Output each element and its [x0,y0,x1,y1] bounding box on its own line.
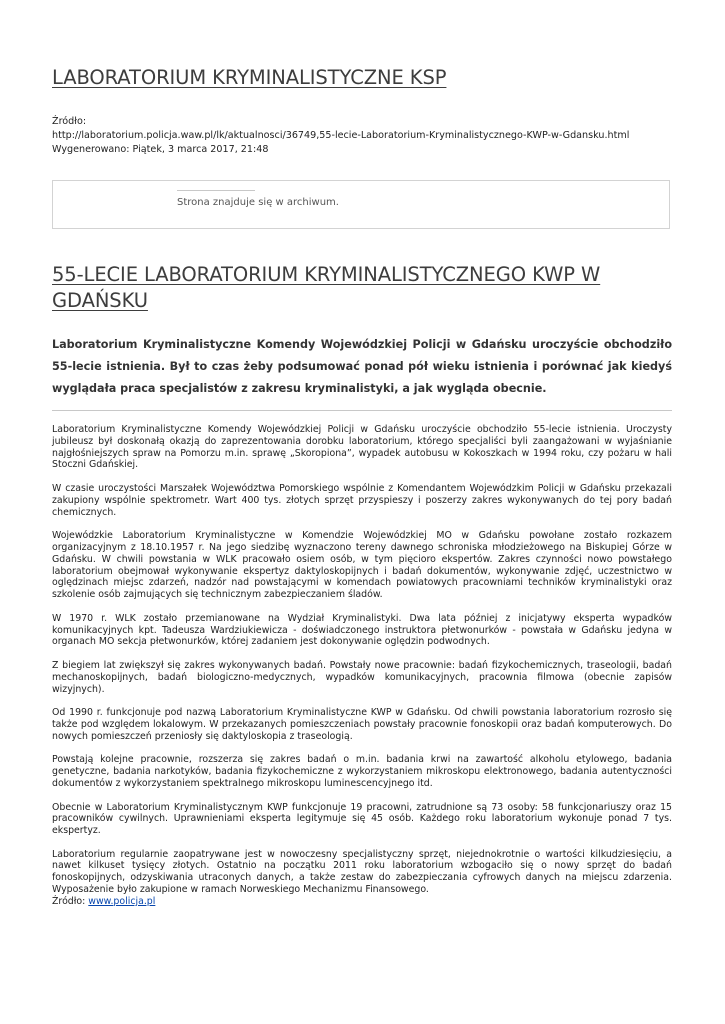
source-link[interactable]: www.policja.pl [88,895,156,907]
paragraph-1: Laboratorium Kryminalistyczne Komendy Wojewódzkiej Policji w Gdańsku uroczyście obchodziło 55-lecie istnienia. Uroczysty jubileusz był doskonałą okazją do zaprezentowania dorobku laboratorium, którego specjaliści byli zaangażowani w wyjaśnianie najgłośniejszych spraw na Pomorzu m.in. sprawę „Skoropiona”, wypadek autobusu w Kokoszkach w 1994 roku, czy pożaru w hali Stoczni Gdańskiej. [52,424,672,471]
archive-rule [177,190,255,191]
paragraph-4: W 1970 r. WLK zostało przemianowane na Wydział Kryminalistyki. Dwa lata później z inicjatywy eksperta wypadków komunikacyjnych kpt. Tadeusza Wardziukiewicza - doświadczonego instruktora płetwonurków - powstała w Gdańsku jedyna w organach MO sekcja płetwonurków, której zadaniem jest dokonywanie oględzin podwodnych. [52,612,672,648]
archive-notice [52,180,670,229]
article-body [52,424,672,908]
document-meta [52,115,692,157]
paragraph-9: Laboratorium regularnie zaopatrywane jest w nowoczesny specjalistyczny sprzęt, niejednokrotnie o wartości kilkudziesięciu, a nawet kilkuset tysięcy złotych. Ostatnio na początku 2011 roku laboratorium wzbogaciło się o nowy sprzęt do badań fonoskopijnych, odzyskiwania utraconych danych, a także zestaw do zabezpieczania cyfrowych danych na miejscu zdarzenia. Wyposażenie było zakupione w ramach Norweskiego Mechanizmu Finansowego. [52,848,672,896]
paragraph-8: Obecnie w Laboratorium Kryminalistycznym KWP funkcjonuje 19 pracowni, zatrudnione są 73 osoby: 58 funkcjonariuszy oraz 15 pracowników cywilnych. Uprawnieniami eksperta legitymuje się 45 osób. Każdego roku laboratorium wykonuje ponad 7 tys. ekspertyz. [52,801,672,837]
article-lead: Laboratorium Kryminalistyczne Komendy Wojewódzkiej Policji w Gdańsku uroczyście obchodziło 55-lecie istnienia. Był to czas żeby podsumować ponad pół wieku istnienia i porównać jak kiedyś wyglądała praca specjalistów z zakresu kryminalistyki, a jak wygląda obecnie. [52,338,672,395]
divider [52,410,672,411]
archive-message: Strona znajduje się w archiwum. [177,197,339,208]
article-source [52,896,672,908]
paragraph-7: Powstają kolejne pracownie, rozszerza się zakres badań o m.in. badania krwi na zawartość alkoholu etylowego, badania genetyczne, badania narkotyków, badania fizykochemiczne z wykorzystaniem mikroskopu elektronowego, badania autentyczności dokumentów z wykorzystaniem spektralnego mikroskopu luminescencyjnego itd. [52,754,672,789]
source-url: http://laboratorium.policja.waw.pl/lk/aktualnosci/36749,55-lecie-Laboratorium-Kryminalistycznego-KWP-w-Gdansku.html [52,130,630,141]
article-source-label: Źródło: [52,895,89,907]
site-title: LABORATORIUM KRYMINALISTYCZNE KSP [52,66,447,89]
paragraph-5: Z biegiem lat zwiększył się zakres wykonywanych badań. Powstały nowe pracownie: badań fizykochemicznych, traseologii, badań mechanoskopijnych, badań biologiczno-medycznych, wypadków komunikacyjnych, pracownia filmowa (obecnie zapisów wizyjnych). [52,659,672,695]
source-label: Źródło: [52,116,87,127]
article-title: 55-LECIE LABORATORIUM KRYMINALISTYCZNEGO KWP W GDAŃSKU [52,263,601,312]
paragraph-2: W czasie uroczystości Marszałek Województwa Pomorskiego wspólnie z Komendantem Wojewódzkim Policji w Gdańsku przekazali zakupiony wspólnie spektrometr. Wart 400 tys. złotych sprzęt przyspieszy i poszerzy zakres wykonywanych do tej pory badań chemicznych. [52,482,672,518]
paragraph-3: Wojewódzkie Laboratorium Kryminalistyczne w Komendzie Wojewódzkiej MO w Gdańsku powołane zostało rozkazem organizacyjnym z 18.10.1957 r. Na jego siedzibę wyznaczono tereny dawnego schroniska młodzieżowego na Biskupiej Górze w Gdańsku. W chwili powstania w WLK pracowało osiem osób, w tym pięcioro ekspertów. Zakres czynności nowo powstałego laboratorium obejmował wykonywanie ekspertyz daktyloskopijnych i badań dokumentów, wykonywanie zdjęć, uczestnictwo w oględzinach miejsc zdarzeń, nadzór nad powstającymi w komendach powiatowych pracowniami techników kryminalistyki oraz szkolenie osób zajmujących się technicznym zabezpieczaniem śladów. [52,530,672,601]
paragraph-6: Od 1990 r. funkcjonuje pod nazwą Laboratorium Kryminalistyczne KWP w Gdańsku. Od chwili powstania laboratorium rozrosło się także pod względem lokalowym. W przekazanych pomieszczeniach powstały pracownie fonoskopii oraz badań komputerowych. Do nowych pomieszczeń przeniosły się daktyloskopia z traseologią. [52,707,672,742]
generated-date: Wygenerowano: Piątek, 3 marca 2017, 21:48 [52,144,269,155]
